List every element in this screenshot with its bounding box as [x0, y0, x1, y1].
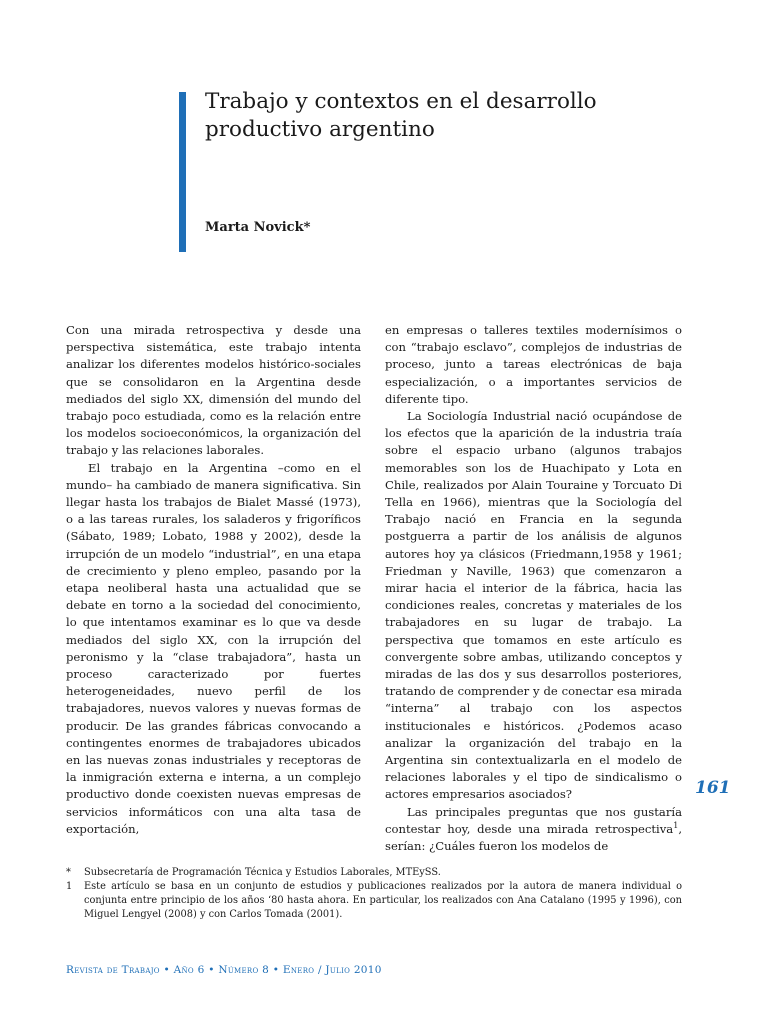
page-number: 161 [695, 778, 731, 798]
article-author: Marta Novick* [205, 220, 311, 235]
paragraph: La Sociología Industrial nació ocupándose de los efectos que la aparición de la industria traía sobre el espacio urbano (algunos trabajos memorables son los de Huachipato y Lota en Chile, realizados por Alain Touraine y Torcuato Di Tella en 1966), mientras que la Sociología del Trabajo nació en Francia en la segunda postguerra a partir de los análisis de algunos autores hoy ya clásicos (Friedmann,1958 y 1961; Friedman y Naville, 1963) que comenzaron a mirar hacia el interior de la fábrica, hacia las condiciones reales, concretas y materiales de los trabajadores en su lugar de trabajo. La perspectiva que tomamos en este artículo es convergente sobre ambas, utilizando conceptos y miradas de las dos y sus desarrollos posteriores, tratando de comprender y de conectar esa mirada “interna” al trabajo con los aspectos institucionales e históricos. ¿Podemos acaso analizar la organización del trabajo en la Argentina sin contextualizarla en el modelo de relaciones laborales y el tipo de sindicalismo o actores empresarios asociados? [385, 409, 682, 802]
title-accent-bar [179, 92, 186, 252]
body-column-left [66, 322, 361, 838]
footnotes [66, 866, 682, 922]
footnote-mark: * [66, 867, 71, 878]
body-column-right [385, 322, 682, 855]
paragraph [385, 804, 682, 856]
footnote-text: Subsecretaría de Programación Técnica y Estudios Laborales, MTEySS. [84, 867, 441, 878]
footnote [66, 866, 682, 880]
footnote [66, 880, 682, 922]
paragraph: El trabajo en la Argentina –como en el mundo– ha cambiado de manera significativa. Sin llegar hasta los trabajos de Bialet Massé (1973), o a las tareas rurales, los saladeros y frigoríficos (Sábato, 1989; Lobato, 1988 y 2002), desde la irrupción de un modelo “industrial”, en una etapa de crecimiento y pleno empleo, pasando por la etapa neoliberal hasta una actualidad que se debate en torno a la sociedad del conocimiento, lo que intentamos examinar es lo que va desde mediados del siglo XX, con la irrupción del peronismo y la “clase trabajadora”, hasta un proceso caracterizado por fuertes heterogeneidades, nuevo perfil de los trabajadores, nuevos valores y nuevas formas de producir. De las grandes fábricas convocando a contingentes enormes de trabajadores ubicados en las nuevas zonas industriales y receptoras de la inmigración externa e interna, a un complejo productivo donde coexisten nuevas empresas de servicios informáticos con una alta tasa de exportación, [66, 460, 361, 836]
footnote-text: Este artículo se basa en un conjunto de estudios y publicaciones realizados por la autora de manera individual o conjunta entre principio de los años ‘80 hasta ahora. En particular, los realizados con Ana Catalano (1995 y 1996), con Miguel Lengyel (2008) y con Carlos Tomada (2001). [84, 881, 682, 920]
footnote-mark: 1 [66, 881, 73, 892]
paragraph-text: , serían: ¿Cuáles fueron los modelos de [385, 821, 682, 854]
running-footer: Revista de Trabajo • Año 6 • Número 8 • Enero / Julio 2010 [66, 964, 382, 976]
paragraph: en empresas o talleres textiles modernísimos o con “trabajo esclavo”, complejos de industrias de proceso, junto a tareas electrónicas de baja especialización, o a importantes servicios de diferente tipo. [385, 323, 682, 406]
paragraph-text: Las principales preguntas que nos gustaría contestar hoy, desde una mirada retrospectiva [385, 804, 682, 836]
paragraph: Con una mirada retrospectiva y desde una perspectiva sistemática, este trabajo intenta analizar los diferentes modelos histórico-sociales que se consolidaron en la Argentina desde mediados del siglo XX, dimensión del mundo del trabajo poco estudiada, como es la relación entre los modelos socioeconómicos, la organización del trabajo y las relaciones laborales. [66, 323, 361, 458]
article-title: Trabajo y contextos en el desarrollo productivo argentino [205, 89, 597, 142]
footnote-reference: 1 [673, 821, 679, 831]
